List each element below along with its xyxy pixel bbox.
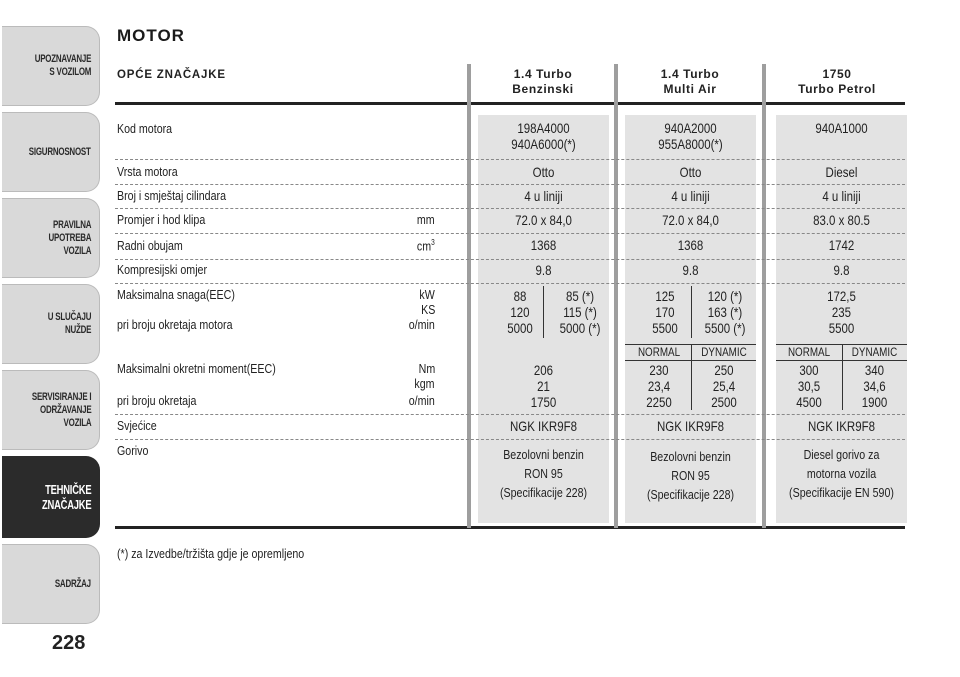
c3-engine-type: Diesel — [825, 164, 858, 180]
c1-power-b: 85 (*) 115 (*) 5000 (*) — [559, 288, 601, 336]
c1-bore-stroke: 72.0 x 84,0 — [515, 212, 572, 228]
c3-compression: 9.8 — [833, 262, 850, 278]
c3-power: 172,5 235 5500 — [827, 288, 856, 336]
row-separator — [115, 159, 905, 160]
column-header-1-4-turbo-benzinski: 1.4 Turbo Benzinski — [512, 67, 574, 96]
chapter-sidebar — [0, 0, 103, 677]
label-compression: Kompresijski omjer — [117, 262, 208, 277]
label-engine-type: Vrsta motora — [117, 164, 178, 179]
row-separator — [115, 414, 905, 415]
c1-power-a: 88 120 5000 — [507, 288, 533, 336]
unit-ks: KS — [420, 302, 435, 317]
c2-spark-plugs: NGK IKR9F8 — [656, 418, 724, 434]
c3-mode-normal: NORMAL — [787, 345, 831, 359]
label-spark-plugs: Svjećice — [117, 418, 157, 433]
unit-rpm: o/min — [408, 317, 435, 332]
label-bore-stroke: Promjer i hod klipa — [117, 212, 206, 227]
tab-label: UPOZNAVANJE S VOZILOM — [34, 53, 91, 78]
c3-spark-plugs: NGK IKR9F8 — [807, 418, 875, 434]
c3-displacement: 1742 — [828, 237, 855, 253]
label-max-power: Maksimalna snaga(EEC) — [117, 287, 235, 302]
column-header-1-4-turbo-multi-air: 1.4 Turbo Multi Air — [660, 67, 720, 96]
footnote: (*) za Izvedbe/tržišta gdje je opremljeno — [117, 546, 305, 561]
value-split-line — [842, 344, 843, 410]
tab-label: U SLUČAJU NUŽDE — [47, 311, 91, 336]
c2-fuel: Bezolovni benzin RON 95 (Specifikacije 228) — [646, 449, 735, 502]
label-power-rpm: pri broju okretaja motora — [117, 317, 233, 332]
c3-cylinders: 4 u liniji — [822, 188, 861, 204]
page-number: 228 — [52, 632, 86, 654]
page-title: MOTOR — [117, 26, 185, 45]
unit-kw: kW — [419, 287, 435, 302]
tab-label: SIGURNOSNOST — [29, 145, 91, 158]
c1-displacement: 1368 — [530, 237, 557, 253]
tab-sadrzaj[interactable] — [2, 544, 100, 624]
label-engine-code: Kod motora — [117, 121, 173, 136]
row-separator — [115, 439, 905, 440]
row-separator — [115, 283, 905, 284]
c1-torque: 206 21 1750 — [530, 362, 557, 410]
c3-engine-code: 940A1000 — [815, 120, 868, 136]
c2-mode-normal: NORMAL — [637, 345, 681, 359]
column-divider — [467, 64, 471, 528]
row-separator — [115, 184, 905, 185]
unit-kgm: kgm — [414, 376, 435, 391]
c1-engine-code: 198A4000 940A6000(*) — [511, 120, 576, 152]
label-torque-rpm: pri broju okretaja — [117, 393, 197, 408]
tab-servisiranje[interactable] — [2, 370, 100, 450]
c3-torque-dynamic: 340 34,6 1900 — [861, 362, 888, 410]
c2-mode-dynamic: DYNAMIC — [701, 345, 747, 359]
label-fuel: Gorivo — [117, 443, 149, 458]
value-split-line — [691, 344, 692, 410]
tab-pravilna-upotreba[interactable] — [2, 198, 100, 278]
c2-compression: 9.8 — [682, 262, 699, 278]
value-split-line — [543, 286, 544, 338]
c3-fuel: Diesel gorivo za motorna vozila (Specifikacije EN 590) — [789, 447, 894, 500]
c1-engine-type: Otto — [532, 164, 555, 180]
c1-cylinders: 4 u liniji — [524, 188, 563, 204]
footer-rule — [115, 526, 905, 529]
general-heading: OPĆE ZNAČAJKE — [117, 69, 226, 81]
c2-power-a: 125 170 5500 — [652, 288, 678, 336]
c2-cylinders: 4 u liniji — [671, 188, 710, 204]
c2-displacement: 1368 — [677, 237, 704, 253]
header-rule — [115, 102, 905, 105]
tab-label: TEHNIČKE ZNAČAJKE — [41, 482, 91, 512]
tab-label: SERVISIRANJE I ODRŽAVANJE VOZILA — [31, 390, 91, 429]
row-separator — [115, 233, 905, 234]
c3-mode-dynamic: DYNAMIC — [851, 345, 898, 359]
row-separator — [115, 208, 905, 209]
value-split-line — [691, 286, 692, 338]
tab-sigurnost[interactable] — [2, 112, 100, 192]
column-header-1750-turbo-petrol: 1750 Turbo Petrol — [798, 67, 876, 96]
c3-torque-normal: 300 30,5 4500 — [796, 362, 822, 410]
label-displacement: Radni obujam — [117, 238, 183, 253]
label-cylinders: Broj i smještaj cilindara — [117, 188, 227, 203]
column-divider — [762, 64, 766, 528]
tab-u-slucaju-nuzde[interactable] — [2, 284, 100, 364]
tab-upoznavanje[interactable] — [2, 26, 100, 106]
c1-spark-plugs: NGK IKR9F8 — [509, 418, 577, 434]
c2-torque-dynamic: 250 25,4 2500 — [711, 362, 737, 410]
c2-bore-stroke: 72.0 x 84,0 — [662, 212, 719, 228]
c2-engine-type: Otto — [679, 164, 702, 180]
c2-power-b: 120 (*) 163 (*) 5500 (*) — [704, 288, 746, 336]
c1-compression: 9.8 — [535, 262, 552, 278]
tab-label: PRAVILNA UPOTREBA VOZILA — [48, 218, 91, 257]
c2-engine-code: 940A2000 955A8000(*) — [658, 120, 723, 152]
unit-cm3: $cm^3$ — [417, 238, 435, 254]
unit-mm: mm — [417, 212, 435, 227]
tab-label: SADRŽAJ — [54, 577, 91, 590]
column-divider — [614, 64, 618, 528]
unit-nm: Nm — [418, 361, 435, 376]
tab-tehnicke-znacajke[interactable] — [2, 456, 100, 538]
c3-bore-stroke: 83.0 x 80.5 — [813, 212, 870, 228]
c1-fuel: Bezolovni benzin RON 95 (Specifikacije 228) — [499, 447, 588, 500]
c2-torque-normal: 230 23,4 2250 — [646, 362, 672, 410]
row-separator — [115, 259, 905, 260]
label-max-torque: Maksimalni okretni moment(EEC) — [117, 361, 276, 376]
unit-rpm: o/min — [408, 393, 435, 408]
